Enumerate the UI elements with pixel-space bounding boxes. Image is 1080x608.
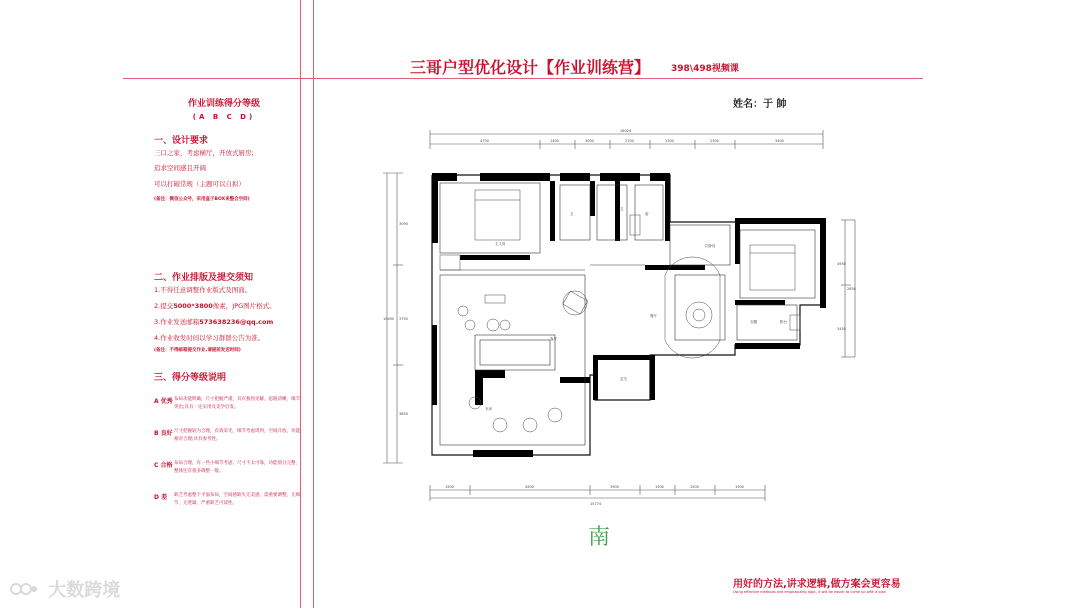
top-dim-2: 1400: [550, 139, 559, 143]
top-overall-dim: 16024: [620, 129, 632, 133]
submission-line-2: [154, 302, 299, 311]
page-subtitle: 398\498视频课: [671, 64, 739, 74]
bottom-dimensions: [430, 485, 765, 501]
submission-note: (备注：不得邮箱提交作业,请提前发送时间): [154, 348, 241, 353]
top-dim-6: 2300: [710, 139, 719, 143]
grade-c-desc: 布局合理，有一些小细节考虑；尺寸不太可靠，功能划分完整，整体还有很多调整一般。: [174, 461, 300, 474]
room-dining: 餐厅: [650, 314, 657, 318]
bottom-dim-1: 1500: [445, 485, 454, 489]
room-living: 客厅: [550, 337, 557, 341]
section-submission: 二、作业排版及提交须知: [154, 273, 254, 283]
left-dim-total: 10490: [383, 317, 395, 321]
room-entry: 玄关: [620, 377, 627, 381]
frame-vertical-line-right: [313, 0, 314, 608]
submission-resolution: 5000*3800: [173, 302, 213, 310]
top-dim-5: 1300: [665, 139, 674, 143]
submission-email[interactable]: 573638236@qq.com: [199, 318, 274, 326]
grade-b-desc: 尺寸把握较为合理，有效采光，细节考虑周到，空间开放，功能相对合理;具有参考性。: [174, 429, 300, 442]
left-dim-2: 3750: [399, 317, 408, 321]
slogan-english: Using effective methods and emphasizing logic, it will be easier to come up with a plan: [733, 590, 887, 594]
page-title: 三哥户型优化设计【作业训练营】: [410, 58, 651, 77]
submission-line-2-suffix: 像素，JPG图片格式。: [212, 302, 276, 310]
requirement-note: (备注：微信公众号，采用盒子BOX来整合空间): [154, 197, 250, 202]
left-dim-1: 3090: [399, 222, 408, 226]
grade-b-label: B 良好: [154, 430, 173, 437]
submission-line-3: [154, 318, 299, 327]
slogan: 用好的方法,讲求逻辑,做方案会更容易: [733, 579, 901, 590]
top-dim-3: 3000: [585, 139, 594, 143]
submission-line-3-prefix: 3.作业发送邮箱: [154, 318, 200, 326]
top-dim-7: 3400: [775, 139, 784, 143]
room-study: 书房: [485, 407, 492, 411]
left-dim-3: 3850: [399, 412, 408, 416]
room-balcony: 阳台: [780, 320, 787, 324]
right-dim-3: 3450: [837, 327, 846, 331]
room-kitchen: 厨: [645, 212, 649, 216]
submission-line-4: 4.作业收发时间以学习群群公告为准。: [154, 334, 265, 342]
frame-vertical-line-left: [300, 0, 301, 608]
right-dim-2: 2850: [847, 287, 856, 291]
bottom-overall-dim: 15774: [590, 502, 602, 506]
bottom-dim-6: 1900: [735, 485, 744, 489]
watermark: [10, 576, 120, 603]
room-bath-1: 卫: [570, 212, 574, 216]
watermark-logo-icon: [10, 580, 38, 603]
compass-south: 南: [588, 525, 611, 550]
grade-a-label: A 优秀: [154, 398, 173, 405]
frame-horizontal-line: [123, 78, 923, 79]
room-cloak: 衣帽: [750, 320, 757, 324]
room-master-bedroom: 主人房: [495, 242, 506, 246]
grade-header: [140, 96, 290, 121]
grade-title: 作业训练得分等级: [187, 99, 260, 109]
right-dim-1: 4950: [837, 262, 846, 266]
submission-line-1: 1.不得任意调整作业版式及图面。: [154, 286, 252, 294]
outer-walls: [432, 175, 825, 455]
bottom-dim-4: 1500: [655, 485, 664, 489]
bottom-dim-3: 1900: [610, 485, 619, 489]
floor-plan: [375, 125, 855, 505]
section-design-requirements: 一、设计要求: [154, 136, 209, 146]
submission-line-2-prefix: 2.提交: [154, 302, 174, 310]
watermark-text: 大数跨境: [48, 580, 121, 601]
room-bedroom-2: 次卧房: [705, 244, 716, 248]
thick-walls: [432, 173, 826, 457]
grade-d-desc: 缺乏考虑整个平面布局，空间感缺失无美感，需重要调整，无细节，无逻辑，严重缺乏可读性。: [174, 493, 300, 506]
top-dim-1: 4750: [480, 139, 489, 143]
room-bath-2: 卫: [620, 207, 624, 211]
top-dim-4: 2700: [625, 139, 634, 143]
grade-d-label: D 差: [154, 494, 168, 501]
bottom-dim-2: 4500: [525, 485, 534, 489]
requirement-line-3: 可以打破常规（主题可以自拟）: [154, 180, 245, 188]
bottom-dim-5: 1500: [690, 485, 699, 489]
requirement-line-1: 三口之家，考虑横厅，开放式厨房;: [154, 149, 254, 157]
section-grade-explanation: 三、得分等级说明: [154, 373, 227, 383]
requirement-line-2: 追求空间感且开阔: [154, 164, 206, 172]
grade-levels: (A B C D): [192, 113, 256, 121]
grade-a-desc: 布局功能明确，尺寸把握严谨，具有独到见解，思路清晰，细节突出;具有一定实用及美学启发。: [174, 397, 300, 410]
student-name: 姓名：于 帥: [733, 99, 787, 110]
grade-c-label: C 合格: [154, 462, 173, 469]
